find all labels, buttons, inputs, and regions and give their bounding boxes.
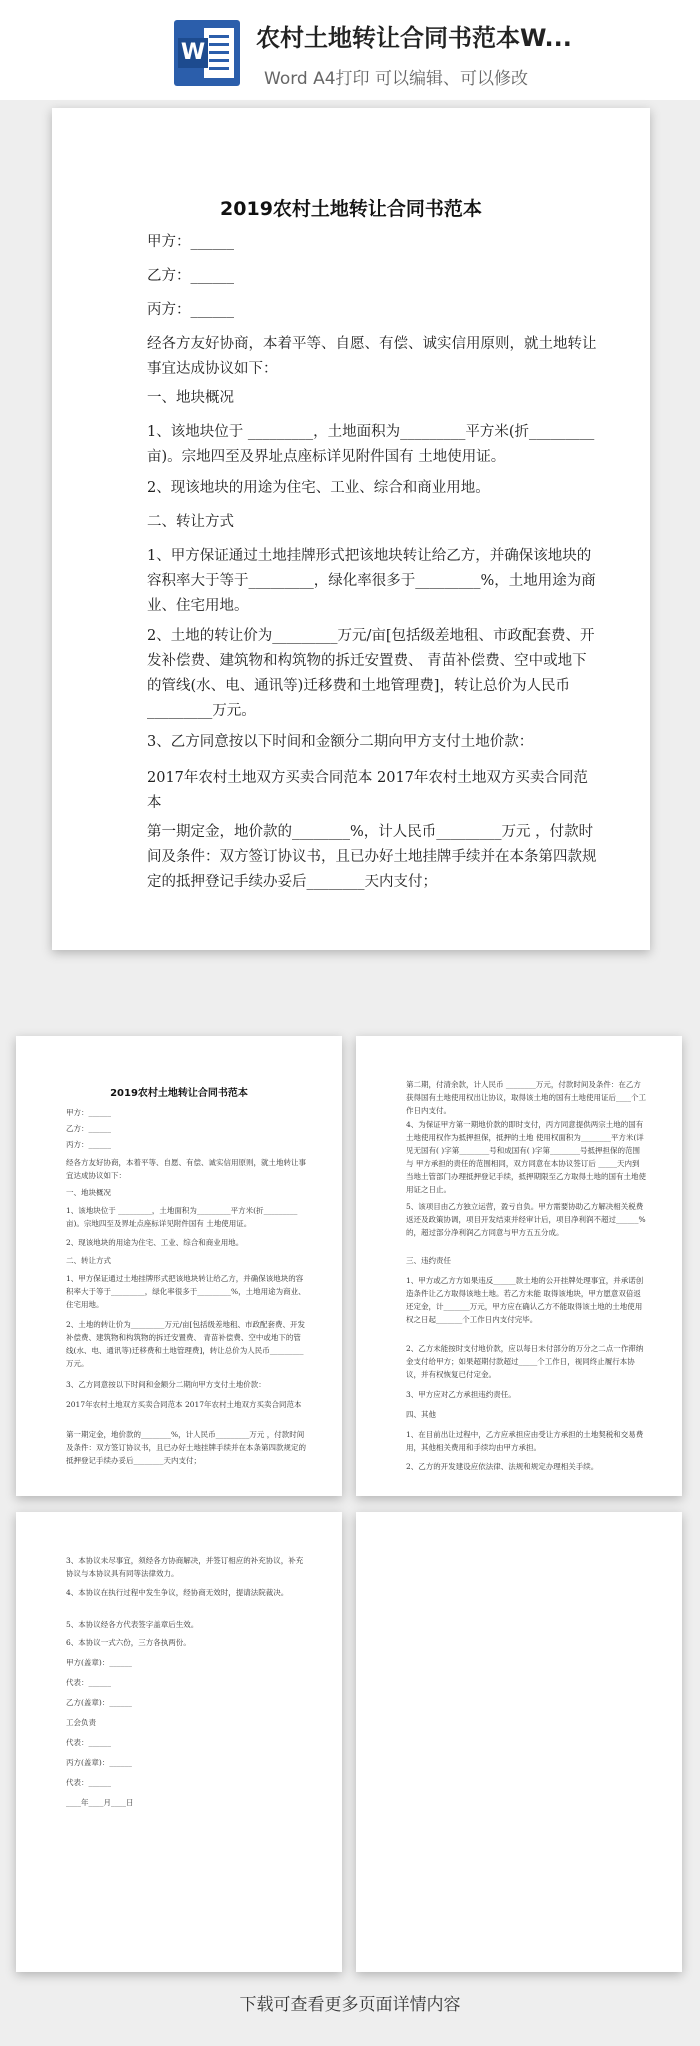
thumb-line: 5、本协议经各方代表签字盖章后生效。 (66, 1620, 199, 1629)
thumb-line: 甲方(盖章)：______ (66, 1658, 132, 1667)
thumb-line: 代表：______ (66, 1778, 111, 1787)
thumb-line: 代表：______ (66, 1738, 111, 1747)
thumbnail-page-2[interactable] (356, 1036, 682, 1496)
clause-2-3: 3、乙方同意按以下时间和金额分二期向甲方支付土地价款： (147, 734, 534, 750)
thumb-line: 乙方：______ (66, 1124, 111, 1133)
thumb-line: 一、地块概况 (66, 1188, 111, 1197)
thumb-line: 3、甲方应对乙方承担违约责任。 (406, 1390, 516, 1399)
clause-1-1: 1、该地块位于 _________，土地面积为_________平方米(折_________亩)。宗地四至及界址点座标详见附件国有 土地使用证。 (147, 424, 595, 465)
preview-page-main (52, 108, 650, 950)
word-icon (174, 20, 240, 86)
thumb-line: 丙方(盖章)：______ (66, 1758, 132, 1767)
party-b-line: 乙方：______ (147, 268, 234, 284)
thumb-line: 乙方(盖章)：______ (66, 1698, 132, 1707)
payment-first-term: 第一期定金，地价款的________%，计人民币_________万元 ，付款时间及条件：双方签订协议书，且已办好土地挂牌手续并在本条第四款规定的抵押登记手续办妥后________天内支付； (147, 824, 597, 890)
clause-2-2: 2、土地的转让价为_________万元/亩[包括级差地租、市政配套费、开发补偿费、建筑物和构筑物的拆迁安置费、 青苗补偿费、空中或地下的管线(水、电、通讯等)迁移费和土地管理费]，转让总价为人民币_________万元。 (147, 628, 595, 719)
thumb-line: 1、在目前出让过程中，乙方应承担应由受让方承担的土地契税和交易费用，其他相关费用和手续均由甲方承担。 (406, 1430, 644, 1452)
thumb-line: 6、本协议一式六份，三方各执两份。 (66, 1638, 191, 1647)
thumb-line: 1、甲方或乙方方如果违反______款土地的公开挂牌处理事宜，并承诺创造条件让乙方取得该地土地。若乙方未能 取得该地块，甲方愿意双倍返还定金，计_______万元，甲方应在确认乙方不能取得该土地的土地使用权之日起_______个工作日内支付完毕。 (406, 1276, 644, 1324)
thumbnail-page-4[interactable] (356, 1512, 682, 1972)
thumb-line: 1、该地块位于 _________，土地面积为_________平方米(折_________亩)。宗地四至及界址点座标详见附件国有 土地使用证。 (66, 1206, 298, 1228)
document-subtitle: Word A4打印 可以编辑、可以修改 (264, 69, 528, 89)
thumb-line: 丙方：______ (66, 1140, 111, 1149)
clause-2-1: 1、甲方保证通过土地挂牌形式把该地块转让给乙方，并确保该地块的容积率大于等于_________，绿化率很多于_________%，土地用途为商业、住宅用地。 (147, 548, 596, 614)
word-letter: W (178, 38, 208, 68)
section-heading-1: 一、地块概况 (147, 390, 234, 406)
document-lines-icon (204, 28, 234, 78)
thumbnail-page-3[interactable] (16, 1512, 342, 1972)
thumb-line: 2、现该地块的用途为住宅、工业、综合和商业用地。 (66, 1238, 244, 1247)
thumb-line: 1、甲方保证通过土地挂牌形式把该地块转让给乙方，并确保该地块的容积率大于等于_________，绿化率很多于_________%，土地用途为商业、住宅用地。 (66, 1274, 306, 1309)
header-bar (0, 0, 700, 100)
thumb-line: 经各方友好协商，本着平等、自愿、有偿、诚实信用原则，就土地转让事宜达成协议如下： (66, 1158, 306, 1180)
thumb-line: 2、乙方未能按时支付地价款，应以每日未付部分的万分之二点一作滞纳金支付给甲方；如果超期付款超过_____个工作日，视同终止履行本协议，并有权恢复已付定金。 (406, 1344, 644, 1379)
thumb-line: 5、该项目由乙方独立运营，盈亏自负。甲方需要协助乙方解决相关税费返还及政策协调，项目开发结束并经审计后，项目净利润不超过______%的，超过部分净利润乙方同意与甲方五五分成。 (406, 1202, 646, 1237)
thumb-line: 3、乙方同意按以下时间和金额分二期向甲方支付土地价款： (66, 1380, 266, 1389)
section-heading-2: 二、转让方式 (147, 514, 234, 530)
download-more-text[interactable]: 下载可查看更多页面详情内容 (239, 1995, 461, 2015)
thumb-title: 2019农村土地转让合同书范本 (110, 1088, 248, 1099)
clause-1-2: 2、现该地块的用途为住宅、工业、综合和商业用地。 (147, 480, 490, 496)
thumb-line: 2017年农村土地双方买卖合同范本 2017年农村土地双方买卖合同范本 (66, 1400, 302, 1409)
thumb-line: ____年____月____日 (66, 1798, 134, 1807)
thumb-line: 2、土地的转让价为_________万元/亩[包括级差地租、市政配套费、开发补偿费、建筑物和构筑物的拆迁安置费、 青苗补偿费、空中或地下的管线(水、电、通讯等)迁移费和土地管理费]，转让总价为人民币_________万元。 (66, 1320, 305, 1368)
thumb-line: 第一期定金，地价款的________%，计人民币_________万元 ，付款时间及条件：双方签订协议书，且已办好土地挂牌手续并在本条第四款规定的抵押登记手续办妥后________天内支付； (66, 1430, 306, 1465)
preamble-paragraph: 经各方友好协商，本着平等、自愿、有偿、诚实信用原则，就土地转让事宜达成协议如下： (147, 336, 597, 377)
thumb-line: 四、其他 (406, 1410, 436, 1419)
thumb-line: 三、违约责任 (406, 1256, 451, 1265)
thumb-line: 2、乙方的开发建设应依法律、法规和规定办理相关手续。 (406, 1462, 599, 1471)
thumbnail-page-1[interactable] (16, 1036, 342, 1496)
party-a-line: 甲方：______ (147, 234, 234, 250)
thumb-line: 二、转让方式 (66, 1256, 111, 1265)
thumb-line: 工会负责 (66, 1718, 96, 1727)
document-title[interactable]: 农村土地转让合同书范本W... (256, 24, 572, 52)
contract-title: 2019农村土地转让合同书范本 (220, 198, 482, 220)
thumb-line: 甲方：______ (66, 1108, 111, 1117)
thumb-line: 第二期，付清余款，计人民币 ________万元，付款时间及条件：在乙方获得国有土地使用权出让协议，取得该土地的国有土地使用证后____个工作日内支付。 (406, 1080, 646, 1115)
thumb-line: 4、为保证甲方第一期地价款的即时支付，丙方同意提供两宗土地的国有土地使用权作为抵押担保，抵押的土地 使用权面积为________平方米(详见无国有( )字第________号和成国有( )字第________号抵押担保的范围与 甲方承担的责任的范围相同，双方同意在本协议签订后 _____天内到当地土管部门办理抵押登记手续，抵押期限至乙方取得土地的国有土地使用证之日止。 (406, 1120, 646, 1194)
party-c-line: 丙方：______ (147, 302, 234, 318)
thumb-line: 3、本协议未尽事宜，须经各方协商解决，并签订相应的补充协议，补充协议与本协议具有同等法律效力。 (66, 1556, 304, 1578)
thumb-line: 4、本协议在执行过程中发生争议，经协商无效时，提请法院裁决。 (66, 1588, 289, 1597)
reference-line: 2017年农村土地双方买卖合同范本 2017年农村土地双方买卖合同范本 (147, 770, 588, 811)
thumb-line: 代表：______ (66, 1678, 111, 1687)
